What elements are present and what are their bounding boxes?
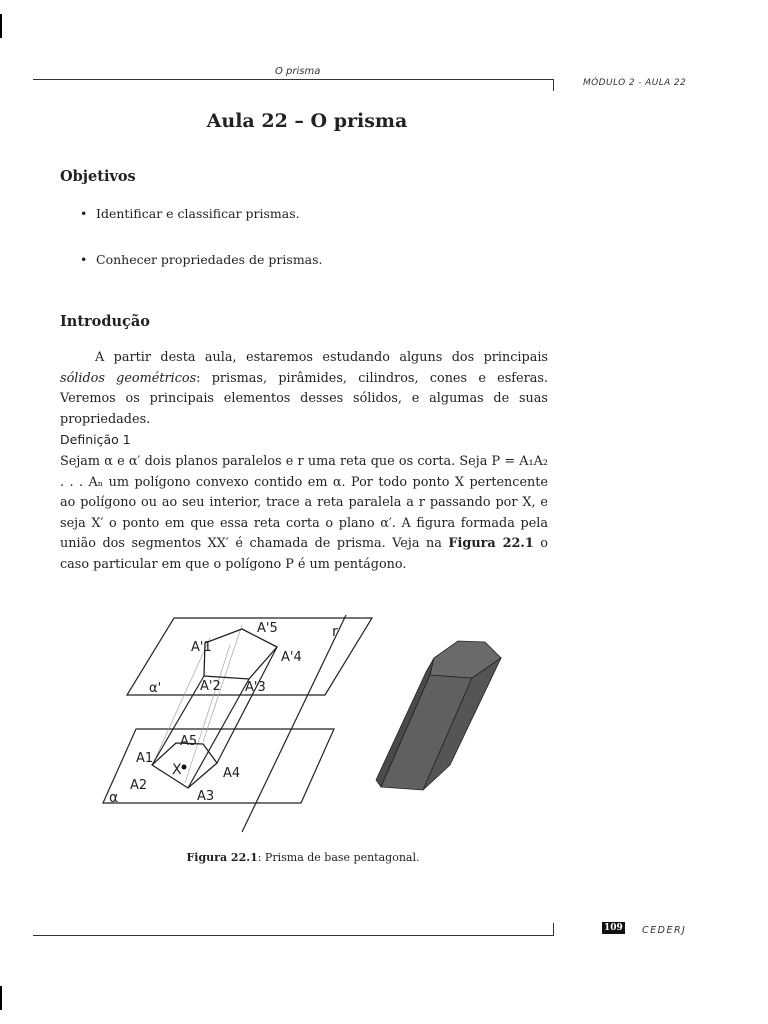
figure-caption (0, 851, 606, 864)
bullet-icon: • (80, 206, 88, 221)
label-a1-prime: A'1 (191, 640, 212, 655)
footer-rule (33, 935, 554, 936)
label-alpha-prime: α' (149, 681, 162, 696)
running-header-title: O prisma (275, 66, 321, 77)
label-a1: A1 (136, 751, 154, 766)
definition-text-end: o caso particular em que o polígono P é um pentágono. (60, 536, 548, 572)
label-a4-prime: A'4 (281, 650, 302, 665)
top-pentagon (204, 629, 277, 679)
intro-paragraph (60, 348, 548, 430)
objective-item (80, 206, 300, 221)
label-a3-prime: A'3 (245, 680, 266, 695)
objective-item (80, 252, 323, 267)
label-alpha: α (109, 790, 119, 806)
footer-rule-tick (553, 923, 554, 935)
intro-text-start: A partir desta aula, estaremos estudando alguns dos principais (95, 350, 548, 365)
crop-mark-bottom (0, 986, 2, 1010)
objective-text: Identificar e classificar prismas. (96, 206, 300, 221)
prism-figure (90, 605, 520, 835)
label-a2-prime: A'2 (200, 679, 221, 694)
label-a3: A3 (197, 789, 215, 804)
introducao-heading: Introdução (60, 313, 150, 330)
shaded-prism (376, 641, 501, 790)
page-title: Aula 22 – O prisma (206, 110, 408, 132)
label-a2: A2 (130, 778, 148, 793)
footer-brand: CEDERJ (642, 925, 687, 936)
label-a5: A5 (180, 734, 198, 749)
objetivos-heading: Objetivos (60, 168, 136, 185)
figure-reference: Figura 22.1 (448, 536, 534, 551)
bullet-icon: • (80, 252, 88, 267)
header-rule (33, 79, 554, 80)
caption-label: Figura 22.1 (186, 851, 258, 864)
header-rule-tick (553, 79, 554, 91)
crop-mark-top (0, 14, 2, 38)
line-r (242, 615, 346, 832)
caption-text: : Prisma de base pentagonal. (257, 851, 420, 864)
point-x (182, 765, 187, 770)
objective-text: Conhecer propriedades de prismas. (96, 252, 323, 267)
definition-text-start: Sejam α e α′ dois planos paralelos e r uma reta que os corta. Seja P = A₁A₂ . . . Aₙ um polígono convexo contido em α. Por todo ponto X pertencente ao polígono ou ao seu interior, trace a reta paralela a r passando por X, e seja X′ o ponto em que essa reta corta o plano α′. A figura formada pela união dos segmentos XX′ é chamada de prisma. Veja na (60, 454, 548, 551)
label-r: r (332, 624, 338, 640)
label-a5-prime: A'5 (257, 621, 278, 636)
module-label: MÓDULO 2 - AULA 22 (583, 78, 687, 88)
page-number-badge: 109 (604, 923, 623, 933)
label-a4: A4 (223, 766, 241, 781)
intro-text-end: : prismas, pirâmides, cilindros, cones e esferas. Veremos os principais elementos desses sólidos, e algumas de suas propriedades. (60, 370, 548, 427)
definition-label: Definição 1 (60, 432, 131, 447)
definition-paragraph (60, 452, 548, 575)
label-x: X (172, 762, 182, 778)
intro-italic-term: sólidos geométricos (60, 370, 197, 386)
